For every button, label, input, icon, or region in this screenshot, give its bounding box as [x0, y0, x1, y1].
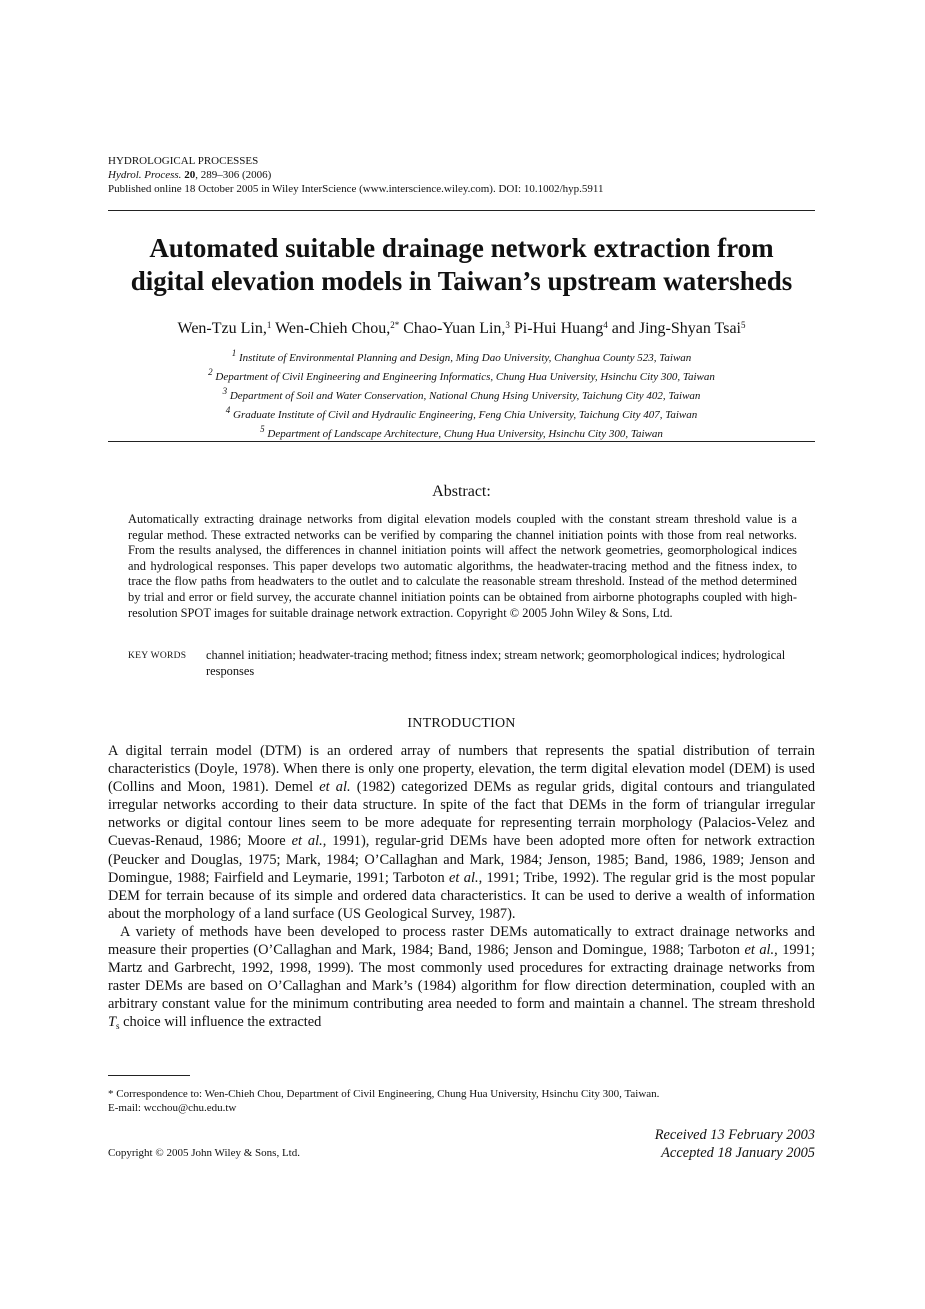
author-sup: 3	[505, 320, 510, 330]
affiliation: $^2$ Department of Civil Engineering and Engineering Informatics, Chung Hua University, Hsinchu City 300, Taiwan	[208, 367, 715, 383]
affiliation: $^3$ Department of Soil and Water Conservation, National Chung Hsing University, Taichung City 402, Taiwan	[222, 386, 701, 402]
abstract-text: Automatically extracting drainage networks from digital elevation models coupled with the constant stream threshold value is a regular method. These extracted networks can be verified by comparing the channel initiation points with those from real networks. From the results analysed, the differences in channel initiation points will affect the network geometries, geomorphological indices and hydrological responses. This paper develops two automatic algorithms, the headwater-tracing method and the fitness index, to trace the flow paths from headwaters to the outlet and to calculate the reasonable stream threshold. Instead of the method determined by trial and error or field survey, the accurate channel initiation points can be obtained from airborne photographs coupled with high-resolution SPOT images for suitable drainage network extraction. Copyright © 2005 John Wiley & Sons, Ltd.	[128, 512, 797, 620]
copyright-notice: Copyright © 2005 John Wiley & Sons, Ltd.	[108, 1147, 300, 1159]
title-line-2: digital elevation models in Taiwan’s upstream watersheds	[130, 266, 793, 296]
footnote-email: E-mail: wcchou@chu.edu.tw	[108, 1102, 237, 1114]
body-text	[108, 742, 815, 1036]
correspondence-footnote	[108, 1087, 815, 1115]
keywords	[128, 648, 797, 679]
author-name: Wen-Chieh Chou,	[275, 320, 391, 337]
header-rule	[108, 210, 815, 211]
affiliations	[108, 346, 815, 441]
citation-pages: , 289–306 (2006)	[195, 169, 272, 181]
author-list	[108, 320, 815, 338]
abstract-heading: Abstract:	[432, 483, 491, 500]
author-name: Jing-Shyan Tsai	[638, 320, 741, 337]
author-sup: 5	[740, 320, 746, 330]
published-line: Published online 18 October 2005 in Wiley InterScience (www.interscience.wiley.com). DOI: 10.1002/hyp.5911	[108, 183, 604, 195]
keywords-text: channel initiation; headwater-tracing method; fitness index; stream network; geomorphological indices; hydrological responses	[206, 648, 786, 678]
footnote-line: * Correspondence to: Wen-Chieh Chou, Department of Civil Engineering, Chung Hua University, Hsinchu City 300, Taiwan.	[108, 1088, 660, 1100]
paper-title	[108, 232, 815, 298]
accepted-date: Accepted 18 January 2005	[661, 1145, 815, 1161]
paragraph: A variety of methods have been developed to process raster DEMs automatically to extract drainage networks and measure their properties (O’Callaghan and Mark, 1984; Band, 1986; Jenson and Domingue, 1988; Tarboton et al., 1991; Martz and Garbrecht, 1992, 1998, 1999). The most commonly used procedures for extracting drainage networks from raster DEMs are based on O’Callaghan and Mark’s (1984) algorithm for flow direction determination, coupled with an arbitrary constant value for the minimum contributing area needed to form and maintain a channel. The stream threshold $T_s$ choice will influence the extracted	[108, 923, 815, 1032]
author-sup: 2*	[390, 320, 400, 330]
paragraph: A digital terrain model (DTM) is an ordered array of numbers that represents the spatial distribution of terrain characteristics (Doyle, 1978). When there is only one property, elevation, the term digital elevation model (DEM) is used (Collins and Moon, 1981). Demel et al. (1982) categorized DEMs as regular grids, digital contours and triangulated irregular networks according to their data structure. In spite of the fact that DEMs in the form of triangular irregular networks or digital contour lines seem to be more adequate for representing terrain morphology (Palacios-Velez and Cuevas-Renaud, 1986; Moore et al., 1991), regular-grid DEMs have been adopted more often for network extraction (Peucker and Douglas, 1975; Mark, 1984; O’Callaghan and Mark, 1984; Jenson, 1985; Band, 1986, 1989; Jenson and Domingue, 1988; Fairfield and Leymarie, 1991; Tarboton et al., 1991; Tribe, 1992). The regular grid is the most popular DEM for terrain because of its simple and ordered data characteristics. It can be used to derive a wealth of information about the morphology of a land surface (US Geological Survey, 1987).	[108, 743, 816, 922]
author-name: Pi-Hui Huang	[513, 320, 604, 337]
citation-journal: Hydrol. Process.	[108, 169, 182, 181]
article-dates	[655, 1126, 815, 1162]
citation	[108, 168, 815, 182]
author-name: Wen-Tzu Lin,	[177, 320, 267, 337]
affiliation: $^1$ Institute of Environmental Planning and Design, Ming Dao University, Changhua County 523, Taiwan	[231, 348, 692, 364]
affiliation: $^5$ Department of Landscape Architecture, Chung Hua University, Hsinchu City 300, Taiwan	[260, 424, 663, 440]
author-name: Chao-Yuan Lin,	[403, 320, 506, 337]
author-sup: 1	[266, 320, 272, 330]
keywords-label: KEY WORDS	[128, 651, 187, 661]
author-conjunction: and	[607, 320, 635, 337]
footnote-rule	[108, 1075, 190, 1076]
citation-volume: 20	[184, 169, 196, 181]
received-date: Received 13 February 2003	[654, 1127, 815, 1143]
section-heading-introduction: INTRODUCTION	[407, 716, 516, 731]
affiliation: $^4$ Graduate Institute of Civil and Hydraulic Engineering, Feng Chia University, Taichung City 407, Taiwan	[225, 405, 698, 421]
author-sup: 4	[603, 320, 608, 330]
abstract-top-rule	[108, 441, 815, 442]
title-line-1: Automated suitable drainage network extraction from	[149, 233, 774, 263]
journal-name: HYDROLOGICAL PROCESSES	[108, 155, 259, 167]
journal-header	[108, 154, 815, 196]
